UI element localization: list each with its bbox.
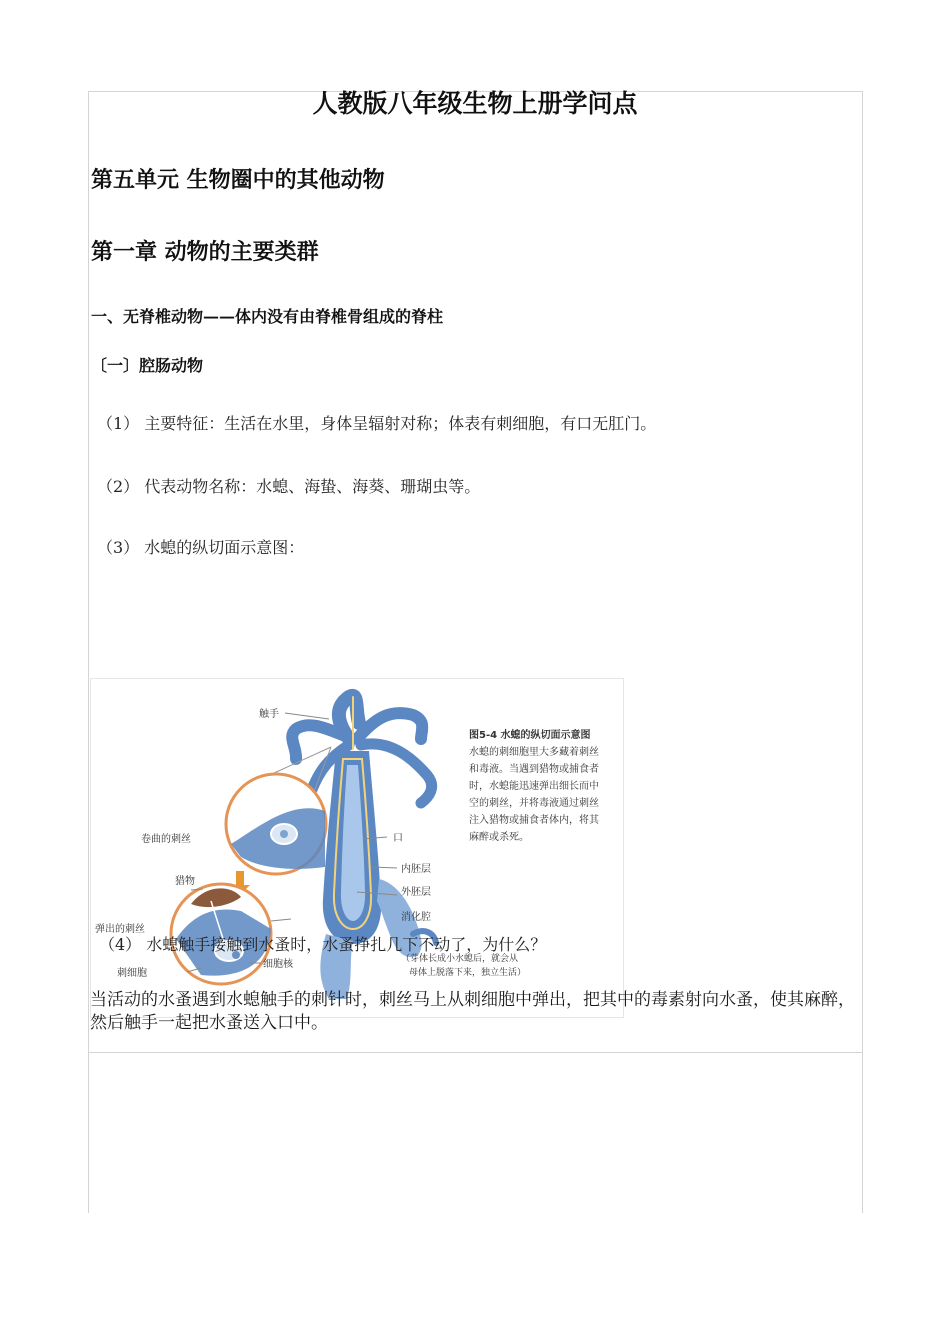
- label-endoderm: 内胚层: [401, 864, 431, 875]
- label-digestive-cavity: 消化腔: [401, 912, 431, 923]
- label-prey: 猎物: [175, 876, 195, 887]
- figure-caption-line: 注入猎物或捕食者体内，将其: [469, 815, 599, 826]
- chapter-heading: 第一章 动物的主要类群: [91, 239, 319, 265]
- answer-paragraph: 当活动的水蚤遇到水螅触手的刺针时，刺丝马上从刺细胞中弹出，把其中的毒素射向水蚤，使其麻醉，然后触手一起把水蚤送入口中。: [90, 990, 855, 1033]
- feature-item: （1） 主要特征：生活在水里，身体呈辐射对称；体表有刺细胞，有口无肛门。: [97, 414, 657, 433]
- label-nematocyst: 刺细胞: [117, 968, 147, 979]
- page-frame-left-edge: [88, 1053, 89, 1213]
- bud-note-line-1: （芽体长成小水螅后，就会从: [401, 954, 519, 964]
- figure-caption-line: 时，水螅能迅速弹出细长而中: [469, 781, 599, 792]
- hydra-diagram: [90, 678, 624, 1018]
- label-tentacle: 触手: [259, 709, 279, 720]
- subsection-heading: 〔一〕腔肠动物: [91, 356, 204, 375]
- figure-caption-title: 图5-4 水螅的纵切面示意图: [469, 730, 591, 741]
- figure-caption-line: 空的刺丝，并将毒液通过刺丝: [469, 798, 599, 809]
- coiled-thread-shape: [280, 830, 288, 838]
- coiled-thread-callout: [226, 747, 331, 874]
- leader-line: [285, 713, 329, 719]
- label-mouth: 口: [393, 833, 403, 844]
- page-frame-right-edge: [862, 1053, 863, 1213]
- representative-animals-item: （2） 代表动物名称：水螅、海蛰、海葵、珊瑚虫等。: [97, 477, 481, 496]
- figure-caption-line: 和毒液。当遇到猎物或捕食者: [469, 764, 599, 775]
- question-item: （4） 水螅触手接触到水蚤时，水蚤挣扎几下不动了，为什么？: [99, 935, 547, 954]
- bud-note-line-2: 母体上脱落下来，独立生活）: [409, 968, 527, 978]
- hydra-diagram-svg: [91, 679, 623, 1017]
- label-nucleus: 细胞核: [263, 959, 293, 970]
- document-title: 人教版八年级生物上册学问点: [312, 89, 638, 118]
- section-heading: 一、无脊椎动物——体内没有由脊椎骨组成的脊柱: [91, 307, 444, 326]
- label-ectoderm: 外胚层: [401, 887, 431, 898]
- label-ejected-thread: 弹出的刺丝: [95, 924, 145, 935]
- figure-caption-line: 水螅的刺细胞里大多藏着刺丝: [469, 747, 599, 758]
- diagram-intro-item: （3） 水螅的纵切面示意图：: [97, 538, 305, 557]
- label-coiled-thread: 卷曲的刺丝: [141, 834, 191, 845]
- leader-line: [271, 919, 291, 921]
- tentacle-shape: [357, 713, 422, 739]
- unit-heading: 第五单元 生物圈中的其他动物: [91, 167, 385, 193]
- figure-caption-line: 麻醉或杀死。: [469, 832, 529, 843]
